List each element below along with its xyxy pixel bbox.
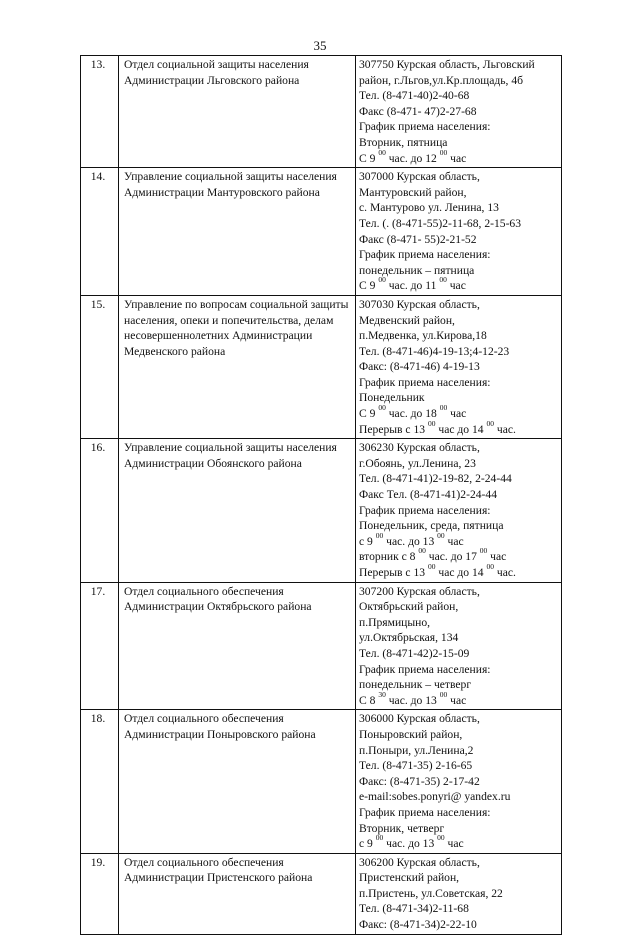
address-line: Понедельник <box>359 391 425 405</box>
address-line: Факс (8-471- 47)2-27-68 <box>359 104 477 118</box>
office-address-cell <box>356 710 562 853</box>
address-line: Понедельник, среда, пятница <box>359 519 504 533</box>
address-line: с 9 $^{00}$ час. до 13 $^{00}$ час <box>359 833 464 851</box>
office-address-cell <box>356 56 562 168</box>
address-line: С 9 $^{00}$ час. до 12 $^{00}$ час <box>359 147 467 165</box>
address-line: Мантуровский район, <box>359 185 467 199</box>
address-line: Перерыв с 13 $^{00}$ час до 14 $^{00}$ час. <box>359 418 516 436</box>
table-row <box>81 295 562 438</box>
office-name: Управление социальной защиты населения Администрации Мантуровского района <box>119 168 356 296</box>
address-line: Факс Тел. (8-471-41)2-24-44 <box>359 488 497 502</box>
address-line: Октябрьский район, <box>359 600 459 614</box>
address-line: С 9 $^{00}$ час. до 11 $^{00}$ час <box>359 275 466 293</box>
table-row <box>81 439 562 582</box>
address-line: Пристенский район, <box>359 871 460 885</box>
address-line: п.Прямицыно, <box>359 615 431 629</box>
address-line: Тел. (8-471-40)2-40-68 <box>359 89 470 103</box>
address-line: г.Обоянь, ул.Ленина, 23 <box>359 456 476 470</box>
row-number: 16. <box>81 439 119 582</box>
table-row <box>81 56 562 168</box>
address-line: район, г.Льгов,ул.Кр.площадь, 4б <box>359 73 524 87</box>
table-row <box>81 710 562 853</box>
address-line: График приема населения: <box>359 503 491 517</box>
address-line: Медвенский район, <box>359 313 455 327</box>
address-line: п.Пристень, ул.Советская, 22 <box>359 886 503 900</box>
address-line: Поныровский район, <box>359 727 463 741</box>
address-line: Факс (8-471- 55)2-21-52 <box>359 232 477 246</box>
address-line: Тел. (8-471-42)2-15-09 <box>359 646 470 660</box>
address-line: 307000 Курская область, <box>359 170 480 184</box>
address-line: С 9 $^{00}$ час. до 18 $^{00}$ час <box>359 403 467 421</box>
office-name: Отдел социального обеспечения Администрации Пристенского района <box>119 853 356 934</box>
office-address-cell <box>356 853 562 934</box>
address-line: Факс: (8-471-35) 2-17-42 <box>359 774 480 788</box>
address-line: Тел. (8-471-35) 2-16-65 <box>359 759 473 773</box>
row-number: 15. <box>81 295 119 438</box>
row-number: 14. <box>81 168 119 296</box>
address-line: Факс: (8-471-46) 4-19-13 <box>359 360 480 374</box>
office-name: Отдел социальной защиты населения Администрации Льговского района <box>119 56 356 168</box>
address-line: Тел. (8-471-34)2-11-68 <box>359 902 469 916</box>
address-line: Тел. (8-471-41)2-19-82, 2-24-44 <box>359 472 512 486</box>
address-line: 307030 Курская область, <box>359 297 480 311</box>
address-line: График приема населения: <box>359 375 491 389</box>
office-name: Управление социальной защиты населения Администрации Обоянского района <box>119 439 356 582</box>
table-row <box>81 582 562 710</box>
address-line: п.Медвенка, ул.Кирова,18 <box>359 329 487 343</box>
office-name: Отдел социального обеспечения Администрации Октябрьского района <box>119 582 356 710</box>
address-line: 307200 Курская область, <box>359 584 480 598</box>
address-line: График приема населения: <box>359 662 491 676</box>
office-address-cell <box>356 295 562 438</box>
address-line: с. Мантурово ул. Ленина, 13 <box>359 201 499 215</box>
office-name: Отдел социального обеспечения Администрации Поныровского района <box>119 710 356 853</box>
address-line: понедельник – пятница <box>359 263 475 277</box>
office-name: Управление по вопросам социальной защиты населения, опеки и попечительства, делам несовершеннолетних Администрации Медвенского района <box>119 295 356 438</box>
address-line: ул.Октябрьская, 134 <box>359 631 459 645</box>
address-line: 307750 Курская область, Льговский <box>359 58 535 71</box>
address-line: С 8 $^{30}$ час. до 13 $^{00}$ час <box>359 689 467 707</box>
office-address-cell <box>356 439 562 582</box>
social-protection-offices-table <box>80 55 562 935</box>
address-line: График приема населения: <box>359 120 491 134</box>
address-line: Перерыв с 13 $^{00}$ час до 14 $^{00}$ час. <box>359 562 516 579</box>
table-row <box>81 168 562 296</box>
address-line: п.Поныри, ул.Ленина,2 <box>359 743 474 757</box>
address-line: 306200 Курская область, <box>359 855 480 869</box>
page-number: 35 <box>313 38 327 53</box>
address-line: Вторник, пятница <box>359 135 448 149</box>
row-number: 17. <box>81 582 119 710</box>
address-line: с 9 $^{00}$ час. до 13 $^{00}$ час <box>359 530 464 548</box>
address-line: График приема населения: <box>359 248 491 262</box>
office-address-cell <box>356 582 562 710</box>
table-row <box>81 853 562 934</box>
row-number: 13. <box>81 56 119 168</box>
address-line: График приема населения: <box>359 805 491 819</box>
office-address-cell <box>356 168 562 296</box>
address-line: понедельник – четверг <box>359 678 472 692</box>
address-line: вторник с 8 $^{00}$ час. до 17 $^{00}$ час <box>359 546 507 564</box>
address-line: 306230 Курская область, <box>359 441 480 455</box>
address-line: 306000 Курская область, <box>359 712 480 726</box>
address-line: Вторник, четверг <box>359 821 445 835</box>
address-line: Тел. (8-471-46)4-19-13;4-12-23 <box>359 344 510 358</box>
address-line: Факс: (8-471-34)2-22-10 <box>359 918 477 932</box>
address-line: Тел. (. (8-471-55)2-11-68, 2-15-63 <box>359 216 522 230</box>
row-number: 19. <box>81 853 119 934</box>
row-number: 18. <box>81 710 119 853</box>
address-line: e-mail:sobes.ponyri@ yandex.ru <box>359 790 511 804</box>
